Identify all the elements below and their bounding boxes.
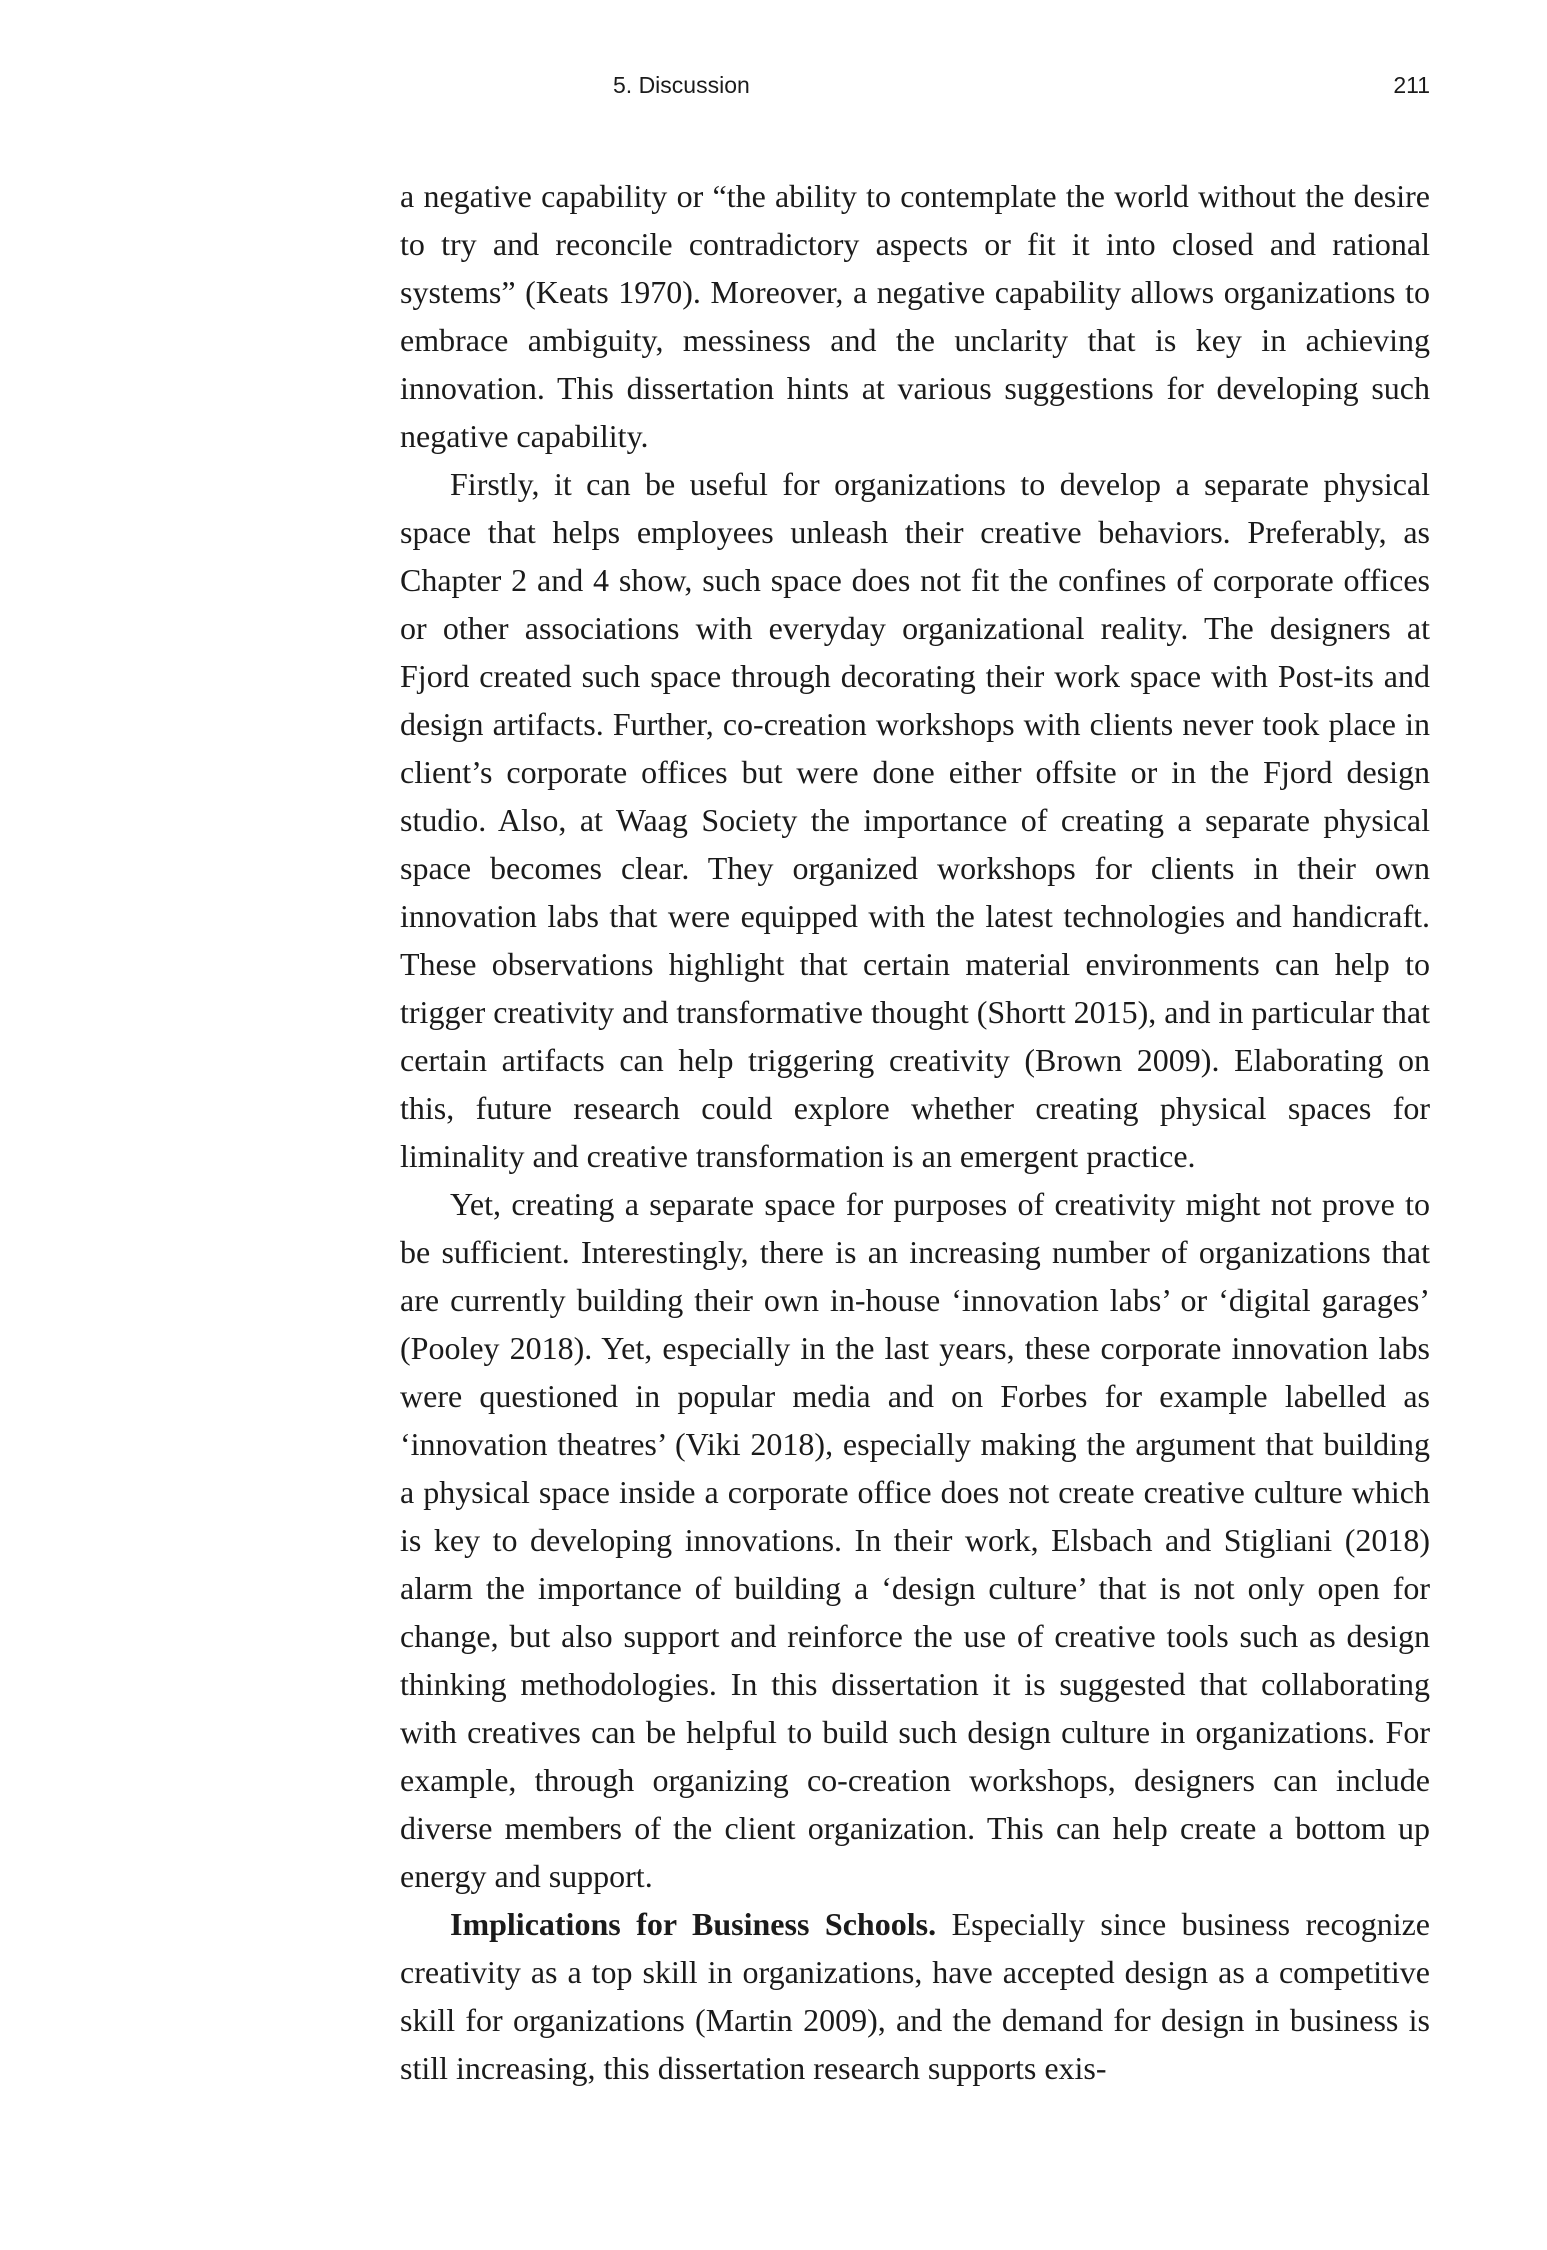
paragraph-business-schools-text: Especially since business recognize creativity as a top skill in organizations, have accepted design as a competitive skill for organizations (Martin 2009), and the demand for design in business is still increasing, this dissertation research supports exis- xyxy=(400,1906,1431,2086)
paragraph-physical-space: Firstly, it can be useful for organizations to develop a separate physical space that helps employees unleash their creative behaviors. Preferably, as Chapter 2 and 4 show, such space does not fit the confines of corporate offices or other associations with everyday organizational reality. The designers at Fjord created such space through decorating their work space with Post-its and design artifacts. Further, co-creation workshops with clients never took place in client’s corporate offices but were done either offsite or in the Fjord design studio. Also, at Waag Society the importance of creating a separate physical space becomes clear. They organized workshops for clients in their own innovation labs that were equipped with the latest technologies and handicraft. These observations highlight that certain material environments can help to trigger creativity and transformative thought (Shortt 2015), and in particular that certain artifacts can help triggering creativity (Brown 2009). Elaborating on this, future research could explore whether creating physical spaces for liminality and creative transformation is an emergent practice. xyxy=(400,466,1430,1174)
paragraph-business-schools xyxy=(400,1900,1430,2092)
paragraph-negative-capability: a negative capability or “the ability to contemplate the world without the desire to try and reconcile contradictory aspects or fit it into closed and rational systems” (Keats 1970). Moreover, a negative capability allows organizations to embrace ambiguity, messiness and the unclarity that is key in achieving innovation. This dissertation hints at various suggestions for developing such negative capability. xyxy=(400,178,1430,454)
running-header xyxy=(400,68,1430,102)
page-number: 211 xyxy=(1393,72,1430,98)
chapter-title: 5. Discussion xyxy=(613,72,750,98)
paragraph-design-culture: Yet, creating a separate space for purposes of creativity might not prove to be sufficient. Interestingly, there is an increasing number of organizations that are currently building their own in-house ‘innovation labs’ or ‘digital garages’ (Pooley 2018). Yet, especially in the last years, these corporate innovation labs were questioned in popular media and on Forbes for example labelled as ‘innovation theatres’ (Viki 2018), especially making the argument that building a physical space inside a corporate office does not create creative culture which is key to developing innovations. In their work, Elsbach and Stigliani (2018) alarm the importance of building a ‘design culture’ that is not only open for change, but also support and reinforce the use of creative tools such as design thinking methodologies. In this dissertation it is suggested that collaborating with creatives can be helpful to build such design culture in organizations. For example, through organizing co-creation workshops, designers can include diverse members of the client organization. This can help create a bottom up energy and support. xyxy=(400,1186,1430,1894)
body-text xyxy=(400,172,1430,2092)
section-run-in-heading: Implications for Business Schools. xyxy=(450,1906,937,1942)
